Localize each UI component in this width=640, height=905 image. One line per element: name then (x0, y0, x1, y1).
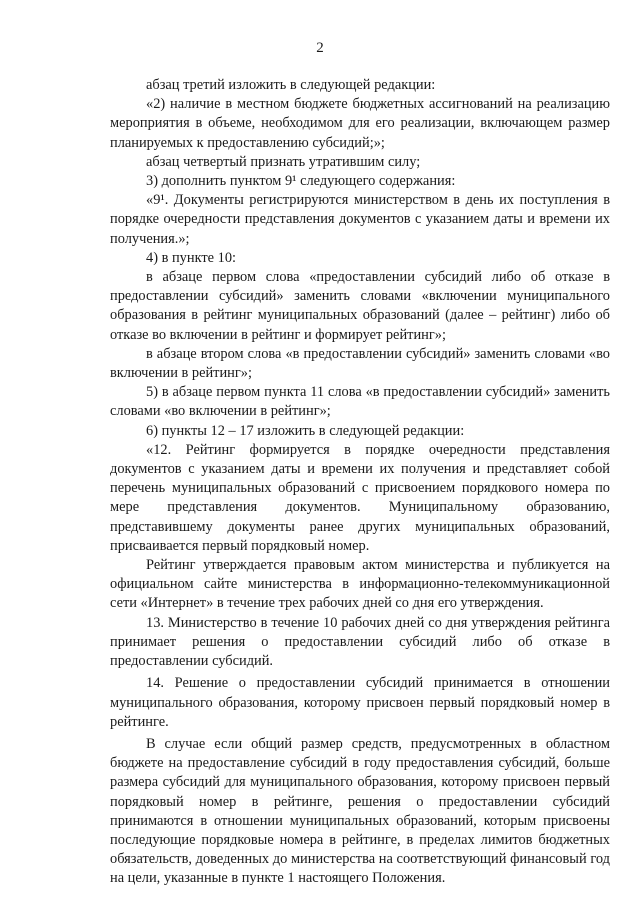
paragraph: «12. Рейтинг формируется в порядке очередности представления документов с указанием даты и времени их получения и представляет собой перечень муниципальных образований с присвоением порядкового номера по мере представления документов. Муниципальному образованию, представившему документы ранее других муниципальных образований, присваивается первый порядковый номер. (110, 441, 610, 554)
paragraph: В случае если общий размер средств, предусмотренных в областном бюджете на предоставление субсидий в году предоставления субсидий, больше размера субсидий для муниципального образования, которому присвоен первый порядковый номер в рейтинге, решения о предоставлении субсидий принимаются в отношении муниципальных образований, которым присвоены последующие порядковые номера в рейтинге, в пределах лимитов бюджетных обязательств, доведенных до министерства на соответствующий финансовый год на цели, указанные в пункте 1 настоящего Положения. (110, 735, 610, 887)
paragraph: абзац четвертый признать утратившим силу; (146, 153, 421, 170)
paragraph: в абзаце первом слова «предоставлении субсидий либо об отказе в предоставлении субсидий» заменить словами «включении муниципального образования в рейтинг муниципальных образований (далее – рейтинг) либо об отказе во включении в рейтинг и формирует рейтинг»; (110, 269, 610, 343)
paragraph: 14. Решение о предоставлении субсидий принимается в отношении муниципального образования, которому присвоен первый порядковый номер в рейтинге. (110, 675, 610, 730)
paragraph: 13. Министерство в течение 10 рабочих дней со дня утверждения рейтинга принимает решения о предоставлении субсидий либо об отказе в предоставлении субсидий. (110, 614, 610, 670)
paragraph: 6) пункты 12 – 17 изложить в следующей редакции: (146, 422, 465, 439)
paragraph: «9¹. Документы регистрируются министерством в день их поступления в порядке очередности представления документов с указанием даты и времени их получения.»; (110, 192, 610, 247)
paragraph: 3) дополнить пунктом 9¹ следующего содержания: (146, 173, 456, 190)
paragraph: 4) в пункте 10: (146, 249, 237, 266)
paragraph: «2) наличие в местном бюджете бюджетных ассигнований на реализацию мероприятия в объеме, необходимом для его реализации, включающем размер планируемых к предоставлению субсидий;»; (110, 96, 610, 151)
paragraph: в абзаце втором слова «в предоставлении субсидий» заменить словами «во включении в рейтинг»; (110, 345, 610, 382)
document-body (110, 76, 610, 889)
page-number: 2 (316, 40, 324, 56)
paragraph: абзац третий изложить в следующей редакции: (146, 77, 436, 93)
paragraph: 5) в абзаце первом пункта 11 слова «в предоставлении субсидий» заменить словами «во включении в рейтинг»; (110, 384, 610, 420)
paragraph: Рейтинг утверждается правовым актом министерства и публикуется на официальном сайте министерства в информационно-телекоммуникационной сети «Интернет» в течение трех рабочих дней со дня его утверждения. (110, 557, 610, 612)
